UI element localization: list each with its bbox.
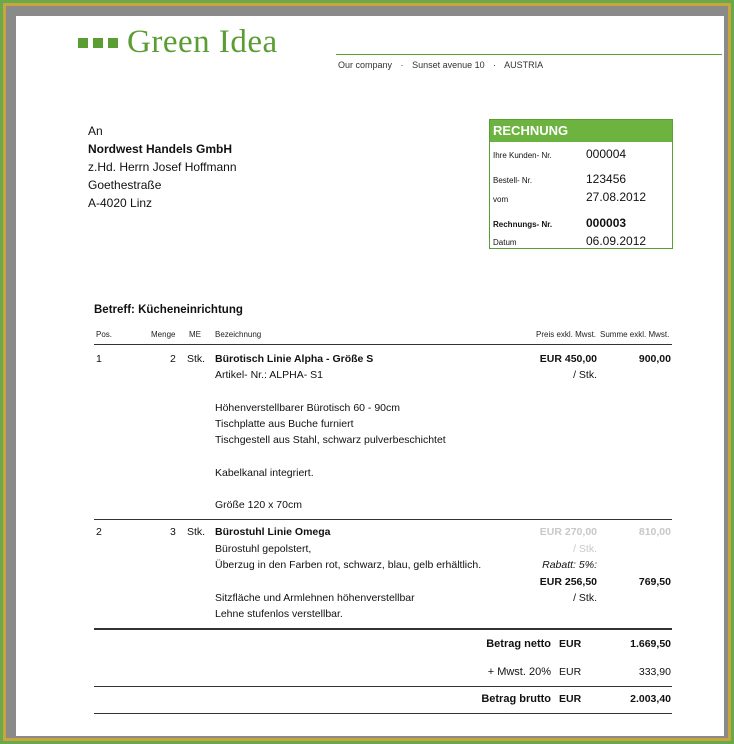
item-line: Höhenverstellbarer Bürotisch 60 - 90cm (215, 402, 401, 414)
recipient-city: A-4020 Linz (88, 196, 153, 210)
recipient-address (88, 122, 237, 212)
item-unit: Stk. (187, 353, 206, 365)
item-title: Bürotisch Linie Alpha - Größe S (215, 353, 374, 365)
col-qty: Menge (151, 330, 176, 339)
invoice-no: 000003 (586, 216, 627, 230)
customer-no-label: Ihre Kunden- Nr. (493, 151, 552, 160)
order-no-label: Bestell- Nr. (493, 176, 533, 185)
net-label: Betrag netto (486, 638, 551, 650)
logo-text: Green Idea (127, 24, 278, 60)
order-date: 27.08.2012 (586, 190, 647, 204)
invoice-no-label: Rechnungs- Nr. (493, 220, 553, 229)
invoice-box-title: RECHNUNG (490, 120, 672, 142)
header-divider (336, 54, 722, 55)
frame-inner (6, 6, 728, 738)
item-line: Artikel- Nr.: ALPHA- S1 (215, 369, 323, 381)
header-rule (94, 344, 672, 345)
company-street: Sunset avenue 10 (412, 60, 485, 70)
gross-currency: EUR (559, 693, 582, 705)
recipient-street: Goethestraße (88, 178, 162, 192)
vat-currency: EUR (559, 666, 582, 678)
item-total: 900,00 (638, 353, 671, 365)
item-line: Kabelkanal integriert. (215, 467, 314, 479)
item-line: Lehne stufenlos verstellbar. (215, 608, 343, 620)
order-date-label: vom (493, 195, 509, 204)
item-qty: 3 (170, 526, 176, 538)
item-line: Größe 120 x 70cm (215, 499, 302, 511)
separator: · (400, 60, 404, 70)
item-price-unit: / Stk. (573, 592, 597, 604)
item-title: Bürostuhl Linie Omega (215, 526, 331, 538)
order-no: 123456 (586, 172, 627, 186)
customer-no: 000004 (586, 147, 627, 161)
recipient-company: Nordwest Handels GmbH (88, 142, 233, 156)
company-name: Our company (338, 60, 393, 70)
invoice-info-box (489, 119, 673, 249)
company-address-line (338, 60, 549, 70)
item-old-price-unit: / Stk. (573, 543, 597, 555)
recipient-attention: z.Hd. Herrn Josef Hoffmann (88, 160, 237, 174)
separator: · (493, 60, 497, 70)
company-logo (78, 26, 278, 59)
item-old-price: EUR 270,00 (539, 526, 597, 538)
vat-label: + Mwst. 20% (487, 666, 551, 678)
col-desc: Bezeichnung (215, 330, 262, 339)
gross-rule (94, 713, 672, 714)
vat-rule (94, 686, 672, 687)
invoice-date-label: Datum (493, 238, 517, 247)
gross-label: Betrag brutto (481, 693, 551, 705)
col-total: Summe exkl. Mwst. (600, 330, 670, 339)
item-total: 769,50 (638, 576, 671, 588)
net-currency: EUR (559, 638, 582, 650)
item-discount: Rabatt: 5%: (542, 559, 597, 571)
item-line: Tischplatte aus Buche furniert (215, 418, 354, 430)
invoice-date: 06.09.2012 (586, 234, 647, 248)
company-country: AUSTRIA (504, 60, 544, 70)
item-rule (94, 519, 672, 520)
item-old-total: 810,00 (638, 526, 671, 538)
logo-square-icon (93, 38, 103, 48)
col-price: Preis exkl. Mwst. (536, 330, 597, 339)
logo-square-icon (78, 38, 88, 48)
net-amount: 1.669,50 (630, 638, 671, 650)
subject-line: Betreff: Kücheneinrichtung (94, 304, 243, 316)
invoice-page (16, 16, 724, 736)
gross-amount: 2.003,40 (630, 693, 671, 705)
item-pos: 1 (96, 353, 102, 365)
item-line: Sitzfläche und Armlehnen höhenverstellbar (215, 592, 415, 604)
col-unit: ME (189, 330, 201, 339)
salutation: An (88, 124, 103, 138)
item-qty: 2 (170, 353, 176, 365)
col-pos: Pos. (96, 330, 113, 339)
item-unit: Stk. (187, 526, 206, 538)
item-price-unit: / Stk. (573, 369, 597, 381)
vat-amount: 333,90 (638, 666, 671, 678)
item-line: Überzug in den Farben rot, schwarz, blau, gelb erhältlich. (215, 559, 482, 571)
item-price: EUR 450,00 (539, 353, 597, 365)
item-pos: 2 (96, 526, 102, 538)
totals-rule (94, 628, 672, 630)
item-line: Tischgestell aus Stahl, schwarz pulverbeschichtet (215, 434, 446, 446)
item-price: EUR 256,50 (539, 576, 597, 588)
logo-square-icon (108, 38, 118, 48)
item-line: Bürostuhl gepolstert, (215, 543, 312, 555)
